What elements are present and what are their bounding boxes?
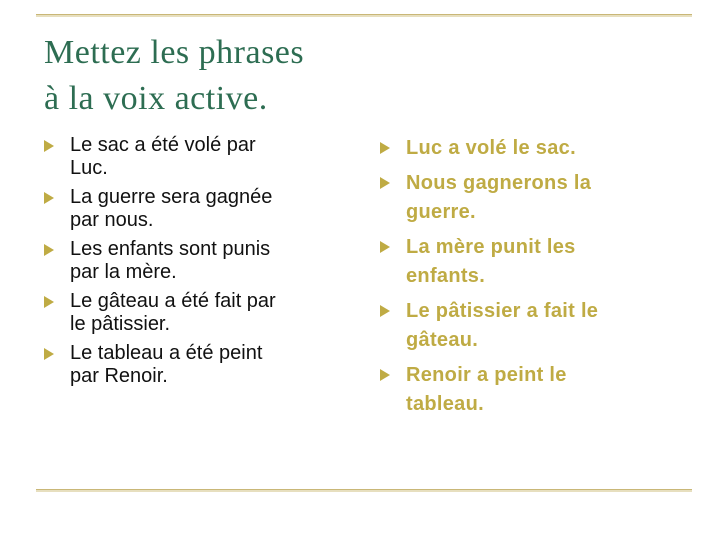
item-line-2: gâteau. — [406, 329, 479, 351]
triangle-bullet-icon — [44, 348, 54, 360]
list-item — [44, 186, 354, 232]
item-line-2: par nous. — [70, 209, 154, 231]
list-item — [44, 238, 354, 284]
triangle-bullet-icon — [44, 244, 54, 256]
bottom-rule — [36, 489, 692, 492]
item-line-2: Luc. — [70, 157, 108, 179]
item-line-2: tableau. — [406, 393, 484, 415]
title-line-1: Mettez les phrases — [44, 34, 305, 71]
item-line-1: Les enfants sont punis — [70, 238, 271, 260]
item-line-2: guerre. — [406, 201, 476, 223]
title-line-2: à la voix active. — [44, 80, 268, 117]
item-line-1: Renoir a peint le — [406, 364, 567, 386]
triangle-bullet-icon — [44, 192, 54, 204]
item-line-1: Luc a volé le sac. — [406, 137, 576, 159]
list-item — [380, 297, 680, 355]
list-item — [380, 169, 680, 227]
item-line-1: La guerre sera gagnée — [70, 186, 273, 208]
item-line-1: Le pâtissier a fait le — [406, 300, 599, 322]
list-item — [380, 233, 680, 291]
top-rule — [36, 14, 692, 17]
list-item — [44, 134, 354, 180]
item-line-2: le pâtissier. — [70, 313, 171, 335]
item-line-1: La mère punit les — [406, 236, 576, 258]
passive-sentences-list — [44, 134, 354, 394]
triangle-bullet-icon — [380, 177, 390, 189]
triangle-bullet-icon — [380, 241, 390, 253]
item-line-1: Le tableau a été peint — [70, 342, 263, 364]
triangle-bullet-icon — [380, 305, 390, 317]
triangle-bullet-icon — [44, 140, 54, 152]
active-sentences-list — [380, 134, 680, 425]
triangle-bullet-icon — [380, 142, 390, 154]
list-item — [380, 134, 680, 163]
list-item — [44, 290, 354, 336]
item-line-1: Le sac a été volé par — [70, 134, 256, 156]
item-line-2: par la mère. — [70, 261, 177, 283]
list-item — [44, 342, 354, 388]
slide-title — [44, 30, 304, 122]
item-line-2: enfants. — [406, 265, 486, 287]
list-item — [380, 361, 680, 419]
triangle-bullet-icon — [44, 296, 54, 308]
item-line-2: par Renoir. — [70, 365, 168, 387]
item-line-1: Nous gagnerons la — [406, 172, 592, 194]
item-line-1: Le gâteau a été fait par — [70, 290, 276, 312]
triangle-bullet-icon — [380, 369, 390, 381]
